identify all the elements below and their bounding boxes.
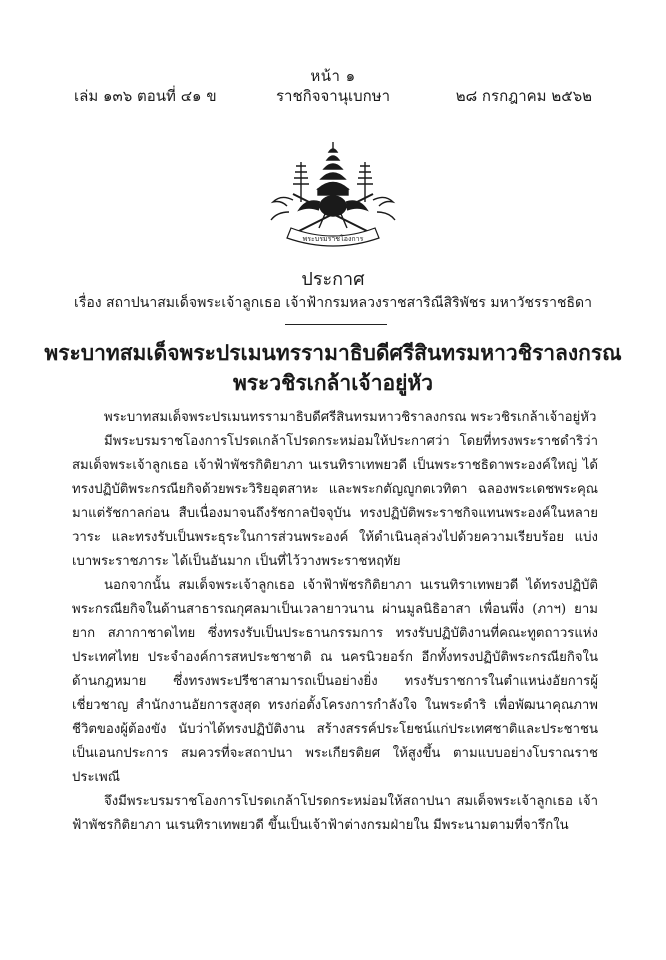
royal-title	[0, 338, 666, 398]
body-paragraph: นอกจากนั้น สมเด็จพระเจ้าลูกเธอ เจ้าฟ้าพัชรกิติยาภา นเรนทิราเทพยวดี ได้ทรงปฏิบัติ พระกรณียกิจในด้านสาธารณกุศลมาเป็นเวลายาวนาน ผ่านมูลนิธิอาสา เพื่อนพึ่ง (ภาฯ) ยามยาก สภากาชาดไทย ซึ่งทรงรับเป็นประธานกรรมการ ทรงรับปฏิบัติงานที่คณะทูตถาวรแห่งประเทศไทย ประจำองค์การสหประชาชาติ ณ นครนิวยอร์ก อีกทั้งทรงปฏิบัติพระกรณียกิจในด้านกฎหมาย ซึ่งทรงพระปรีชาสามารถเป็นอย่างยิ่ง ทรงรับราชการในตำแหน่งอัยการผู้เชี่ยวชาญ สำนักงานอัยการสูงสุด ทรงก่อตั้งโครงการกำลังใจ ในพระดำริ เพื่อพัฒนาคุณภาพชีวิตของผู้ต้องขัง นับว่าได้ทรงปฏิบัติงาน สร้างสรรค์ประโยชน์แก่ประเทศชาติและประชาชนเป็นเอนกประการ สมควรที่จะสถาปนา พระเกียรติยศ ให้สูงขึ้น ตามแบบอย่างโบราณราชประเพณี	[72, 578, 598, 785]
volume-issue: เล่ม ๑๓๖ ตอนที่ ๔๑ ข	[74, 87, 217, 105]
royal-title-line: พระบาทสมเด็จพระปรเมนทรรามาธิบดีศรีสินทรมหาวชิราลงกรณ	[44, 340, 622, 365]
gazette-name: ราชกิจจานุเบกษา	[275, 87, 391, 105]
body-paragraph: จึงมีพระบรมราชโองการโปรดเกล้าโปรดกระหม่อมให้สถาปนา สมเด็จพระเจ้าลูกเธอ เจ้าฟ้าพัชรกิติยาภา นเรนทิราเทพยวดี ขึ้นเป็นเจ้าฟ้าต่างกรมฝ่ายใน มีพระนามตามที่จารึกใน	[72, 794, 598, 833]
body-paragraph: พระบาทสมเด็จพระปรเมนทรรามาธิบดีศรีสินทรมหาวชิราลงกรณ พระวชิรเกล้าเจ้าอยู่หัว	[104, 410, 597, 425]
page-number: หน้า ๑	[310, 67, 356, 85]
publication-date: ๒๘ กรกฎาคม ๒๕๖๒	[455, 87, 592, 105]
announcement-subject: เรื่อง สถาปนาสมเด็จพระเจ้าลูกเธอ เจ้าฟ้ากรมหลวงราชสาริณีสิริพัชร มหาวัชรราชธิดา	[74, 295, 592, 311]
emblem-ribbon-text: พระบรมราชโองการ	[302, 235, 364, 243]
announcement-body	[72, 406, 598, 838]
royal-title-line: พระวชิรเกล้าเจ้าอยู่หัว	[232, 370, 434, 395]
title-divider	[285, 324, 387, 325]
announcement-title: ประกาศ	[301, 269, 365, 290]
garuda-royal-emblem-icon	[263, 140, 403, 252]
body-paragraph: มีพระบรมราชโองการโปรดเกล้าโปรดกระหม่อมให้ประกาศว่า โดยที่ทรงพระราชดำริว่า สมเด็จพระเจ้าลูกเธอ เจ้าฟ้าพัชรกิติยาภา นเรนทิราเทพยวดี เป็นพระราชธิดาพระองค์ใหญ่ ได้ทรงปฏิบัติพระกรณียกิจด้วยพระวิริยอุตสาหะ และพระกตัญญูกตเวทิตา ฉลองพระเดชพระคุณ มาแต่รัชกาลก่อน สืบเนื่องมาจนถึงรัชกาลปัจจุบัน ทรงปฏิบัติพระราชกิจแทนพระองค์ในหลายวาระ และทรงรับเป็นพระธุระในการส่วนพระองค์ ให้ดำเนินลุล่วงไปด้วยความเรียบร้อย แบ่งเบาพระราชภาระ ได้เป็นอันมาก เป็นที่ไว้วางพระราชหฤทัย	[72, 434, 598, 569]
gazette-header	[74, 84, 592, 106]
